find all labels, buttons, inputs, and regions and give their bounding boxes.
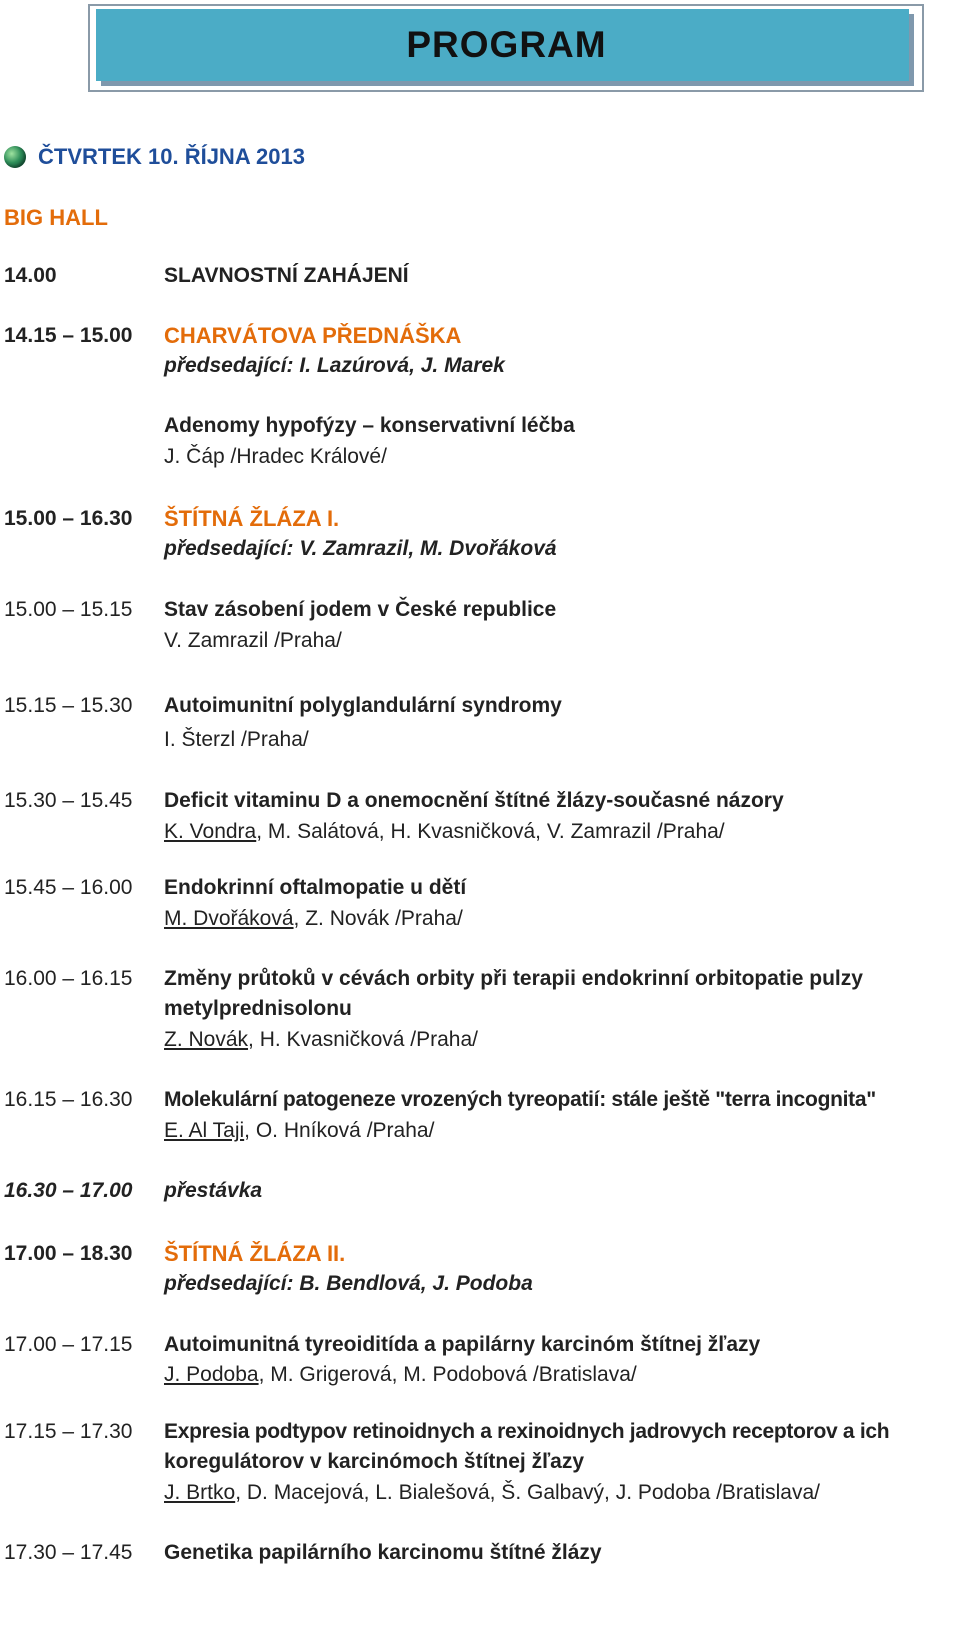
item-time: 17.00 – 18.30 <box>4 1242 133 1265</box>
day-label: ČTVRTEK 10. ŘÍJNA 2013 <box>38 144 305 169</box>
talk-title: Autoimunitní polyglandulární syndromy <box>164 694 562 717</box>
item-time: 16.00 – 16.15 <box>4 967 133 990</box>
item-time: 14.00 <box>4 264 57 287</box>
item-time: 17.00 – 17.15 <box>4 1333 133 1356</box>
talk-title: Autoimunitná tyreoiditída a papilárny karcinóm štítnej žľazy <box>164 1333 761 1356</box>
item-time: 17.15 – 17.30 <box>4 1420 133 1443</box>
presenter-name: J. Podoba <box>164 1363 259 1386</box>
item-title: SLAVNOSTNÍ ZAHÁJENÍ <box>164 264 409 287</box>
talk-title: Adenomy hypofýzy – konservativní léčba <box>164 414 575 437</box>
session-chairs: předsedající: V. Zamrazil, M. Dvořáková <box>164 537 557 560</box>
talk-title: Endokrinní oftalmopatie u dětí <box>164 876 467 899</box>
talk-authors <box>164 1481 820 1505</box>
talk-authors <box>164 820 725 844</box>
coauthors: , Z. Novák /Praha/ <box>293 907 463 930</box>
talk-title: Deficit vitaminu D a onemocnění štítné žlázy-současné názory <box>164 789 784 812</box>
talk-authors: J. Čáp /Hradec Králové/ <box>164 445 387 468</box>
item-time: 16.30 – 17.00 <box>4 1179 133 1202</box>
talk-authors <box>164 1119 434 1143</box>
coauthors: , O. Hníková /Praha/ <box>244 1119 435 1142</box>
session-chairs: předsedající: B. Bendlová, J. Podoba <box>164 1272 533 1295</box>
item-time: 15.00 – 16.30 <box>4 507 133 530</box>
day-heading <box>4 144 305 170</box>
talk-title: Molekulární patogeneze vrozených tyreopatií: stále ještě "terra incognita" <box>164 1088 876 1111</box>
presenter-name: Z. Novák <box>164 1028 249 1051</box>
page-title: PROGRAM <box>406 24 607 65</box>
session-title: ŠTÍTNÁ ŽLÁZA II. <box>164 1241 346 1266</box>
talk-title-line1: Změny průtoků v cévách orbity při terapii endokrinní orbitopatie pulzy <box>164 967 863 990</box>
item-time: 14.15 – 15.00 <box>4 324 133 347</box>
session-chairs: předsedající: I. Lazúrová, J. Marek <box>164 354 505 377</box>
talk-authors: V. Zamrazil /Praha/ <box>164 629 342 652</box>
session-title: CHARVÁTOVA PŘEDNÁŠKA <box>164 323 462 348</box>
presenter-name: M. Dvořáková <box>164 907 294 930</box>
talk-title-line1: Expresia podtypov retinoidnych a rexinoidnych jadrovych receptorov a ich <box>164 1420 890 1443</box>
talk-title-line2: koregulátorov v karcinómoch štítnej žľazy <box>164 1450 585 1473</box>
talk-authors <box>164 1363 637 1387</box>
item-time: 15.45 – 16.00 <box>4 876 133 899</box>
break-label: přestávka <box>164 1179 263 1202</box>
talk-authors <box>164 907 463 931</box>
talk-authors <box>164 1028 478 1052</box>
talk-title: Stav zásobení jodem v České republice <box>164 598 557 621</box>
item-time: 15.30 – 15.45 <box>4 789 133 812</box>
session-title: ŠTÍTNÁ ŽLÁZA I. <box>164 506 340 531</box>
talk-title-line2: metylprednisolonu <box>164 997 352 1020</box>
item-time: 17.30 – 17.45 <box>4 1541 133 1564</box>
item-time: 15.15 – 15.30 <box>4 694 133 717</box>
coauthors: , M. Salátová, H. Kvasničková, V. Zamrazil /Praha/ <box>256 820 725 843</box>
presenter-name: K. Vondra <box>164 820 257 843</box>
talk-title: Genetika papilárního karcinomu štítné žlázy <box>164 1541 602 1564</box>
coauthors: , H. Kvasničková /Praha/ <box>248 1028 478 1051</box>
globe-bullet-icon <box>4 146 26 168</box>
talk-authors: I. Šterzl /Praha/ <box>164 728 309 751</box>
header-banner <box>96 9 909 81</box>
hall-label: BIG HALL <box>4 205 108 230</box>
item-time: 16.15 – 16.30 <box>4 1088 133 1111</box>
coauthors: , D. Macejová, L. Bialešová, Š. Galbavý, J. Podoba /Bratislava/ <box>235 1481 820 1504</box>
presenter-name: E. Al Taji <box>164 1119 245 1142</box>
presenter-name: J. Brtko <box>164 1481 236 1504</box>
coauthors: , M. Grigerová, M. Podobová /Bratislava/ <box>258 1363 637 1386</box>
item-time: 15.00 – 15.15 <box>4 598 133 621</box>
